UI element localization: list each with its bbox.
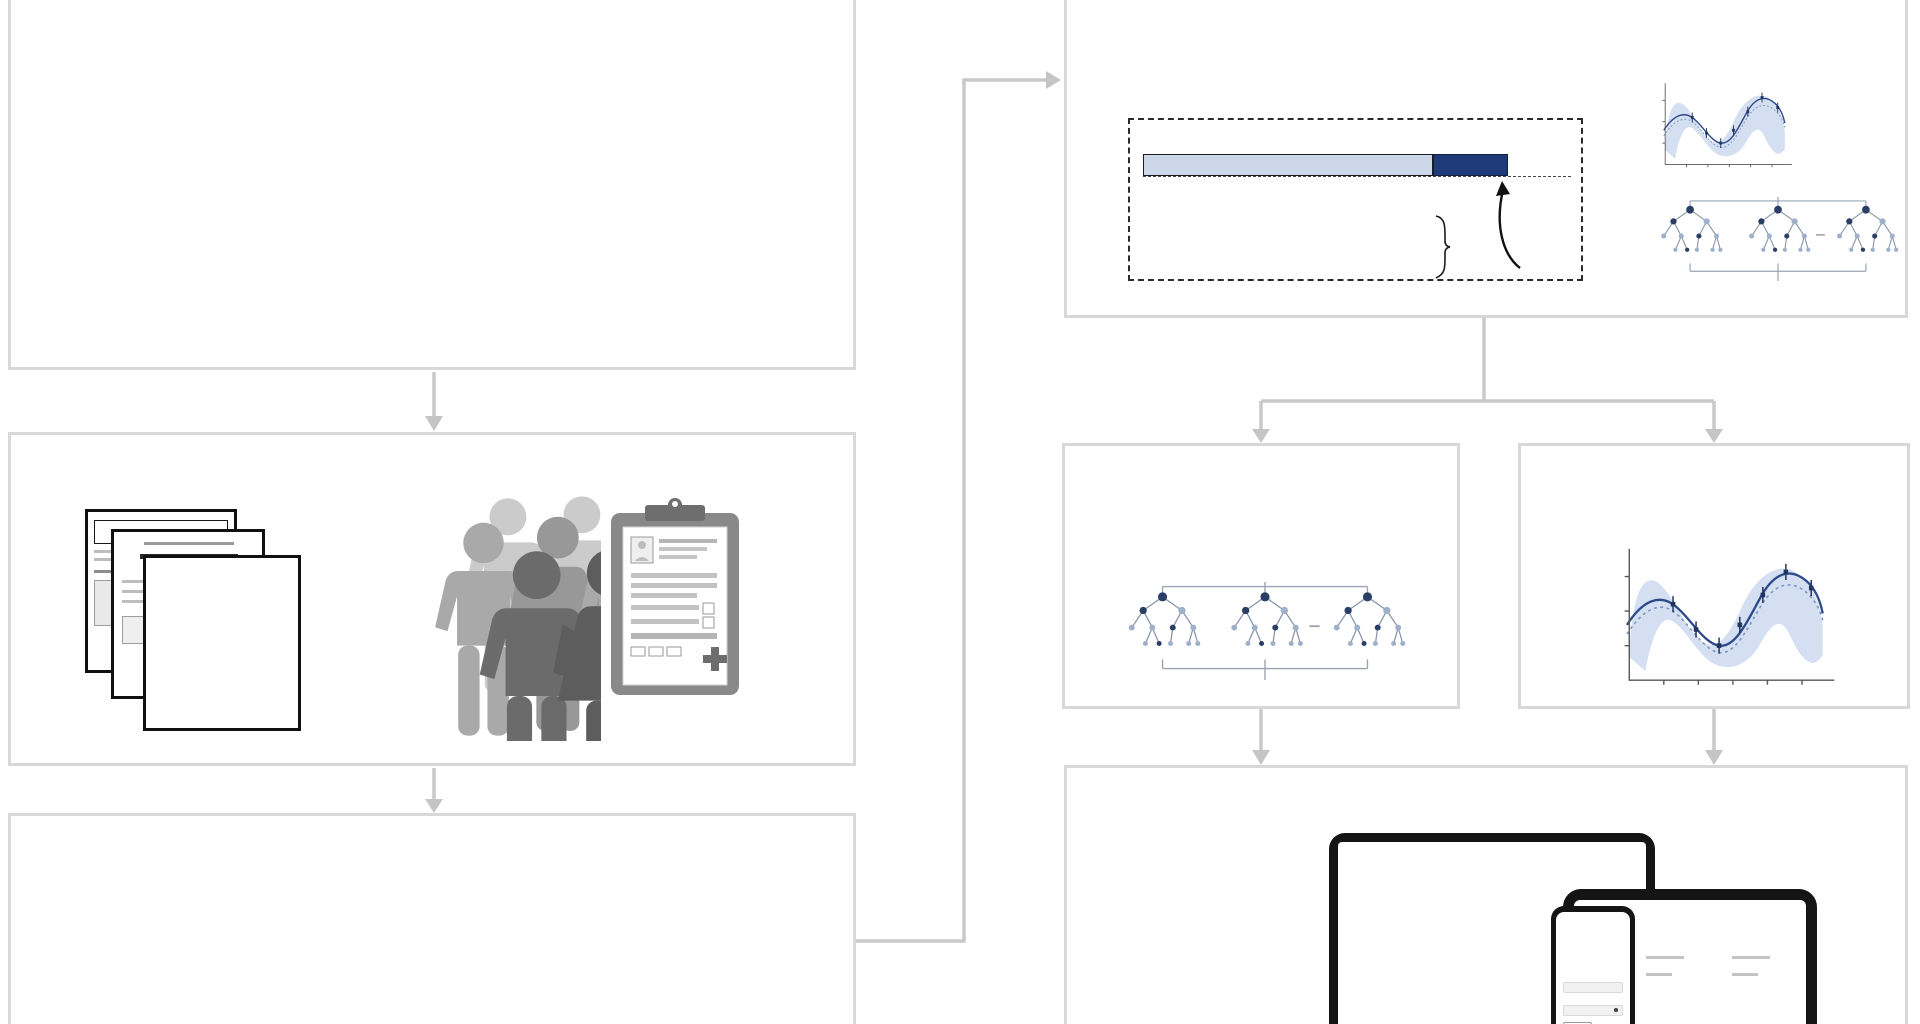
- comorbidities-clipboard-icon: [599, 497, 751, 705]
- gp-curve-plot: [1583, 542, 1869, 694]
- panel-clinical-assessment-timeline: [8, 0, 856, 370]
- panel-grouping-profiling: [8, 813, 856, 1024]
- password-eye-icon: [1614, 1008, 1618, 1012]
- tuned-arrow: [1482, 178, 1534, 272]
- username-field: [1563, 982, 1623, 993]
- clustering-graphic: [11, 816, 859, 1024]
- panel-feature-analysis: [8, 432, 856, 766]
- kfold-bars: [1143, 216, 1435, 278]
- shap-waterfall-badl: [1726, 993, 1806, 1024]
- demographics-people-icon: [311, 491, 601, 741]
- neural-network-icon: [1809, 83, 1913, 175]
- cross-validation-card: [1128, 118, 1583, 281]
- gp-curve-thumbnail: [1649, 79, 1801, 173]
- brace: [1433, 214, 1453, 280]
- phone-screen: [1556, 912, 1630, 1024]
- box-cognitive-decline: [1062, 443, 1460, 709]
- random-forest-icon: [1651, 197, 1905, 281]
- shap-waterfall-mmse: [1638, 993, 1718, 1024]
- train-test-bar: [1143, 154, 1508, 176]
- box-functional-decline: [1518, 443, 1910, 709]
- phone-device: [1551, 906, 1635, 1024]
- panel-predictive-modelling: [1064, 0, 1908, 318]
- panel-decision-support-tool: [1064, 765, 1908, 1024]
- e-random-forest-icon: [1117, 582, 1413, 680]
- train-segment: [1143, 154, 1433, 176]
- test-segment: [1433, 154, 1508, 176]
- timeline-chart: [11, 0, 859, 373]
